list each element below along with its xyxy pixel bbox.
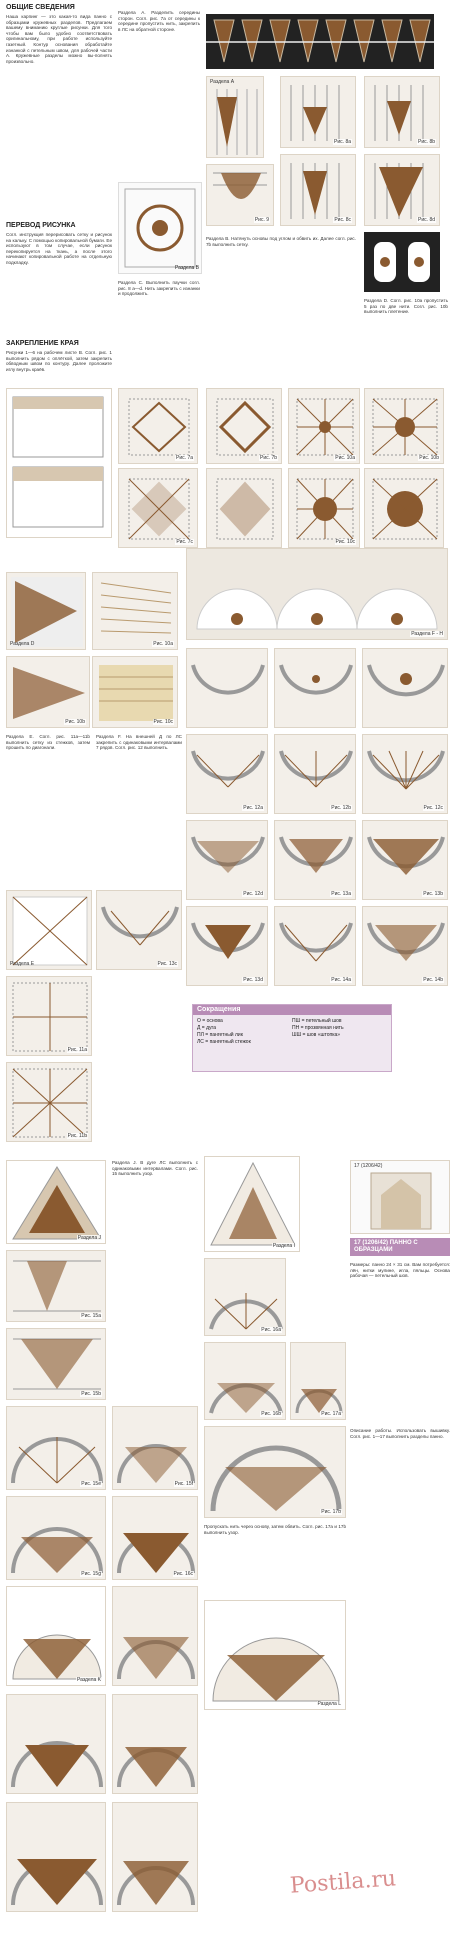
section-e-photo: [6, 890, 92, 970]
fig-11a: [6, 976, 92, 1056]
fig-7a-top-svg: [119, 389, 198, 464]
fig-10c-d: [92, 656, 178, 728]
fig-15e-svg: [7, 1407, 106, 1490]
section-j-label: Раздела J: [77, 1235, 101, 1241]
fig-12b-label: Рис. 12b: [331, 805, 351, 811]
section-j-svg: [7, 1161, 106, 1244]
fig-15g: [6, 1496, 106, 1580]
lace-strip-svg: [206, 14, 434, 69]
col3-text-bottom: Пропускать нить через основу, затем обвить. Согл. рис. 17а и 17b выполнить узор.: [204, 1524, 346, 1535]
fig-16b: [204, 1342, 286, 1420]
fig-12c-svg: [363, 735, 448, 814]
fig-15f: [112, 1406, 198, 1490]
fig-10b-top: [364, 388, 444, 464]
panel-badge: 17 (1206/42): [354, 1163, 383, 1169]
section-d-label: Раздела D: [10, 641, 35, 647]
fig-14a-svg: [275, 907, 356, 986]
section-c-photo: [364, 232, 440, 292]
fig-11a-label: Рис. 11a: [67, 1047, 87, 1053]
watermark: Postila.ru: [289, 1866, 397, 1899]
fig-7c-svg: [119, 469, 198, 548]
abbr-item: ПН = прозвянная нить: [292, 1025, 344, 1031]
fig-9: [206, 164, 274, 226]
abbr-item: ПЛ = пангетный лик: [197, 1032, 243, 1038]
fig-10a-d-svg: [93, 573, 178, 650]
section-i-figure: [204, 1156, 300, 1252]
fig-14a-label: Рис. 14a: [331, 977, 351, 983]
fig-10c-d-label: Рис. 10c: [153, 719, 173, 725]
fig-13a: [274, 820, 356, 900]
fig-8a-svg: [281, 77, 356, 148]
fig-16c-label: Рис. 16c: [173, 1571, 193, 1577]
col1-text-e: Раздела Е. Согл. рис. 11а—11b выполнить сетку из стежков, затем прошить по диагонали.: [6, 734, 90, 751]
col2-text-e: Раздела F. На внешней Д по ЛС закрепить с одинаковыми интервалами 7 рядов. Согл. рис. 12 выполнить.: [96, 734, 182, 751]
section-i-label: Раздела I: [272, 1243, 295, 1249]
fig-12d-svg: [187, 821, 268, 900]
fig-15b-svg: [7, 1329, 106, 1400]
fig-15f-label: Рис. 15f: [174, 1481, 193, 1487]
col2-text-top: Раздела А. Разделить середины сторон. Согл. рис. 7а от середины к середине пропустить нить, закрепить в ЛС на обратной стороне.: [118, 10, 200, 32]
col3-text-mid: Раздела B. Натянуть основы под углом и обвить их. Далее согл. рис. 7b выполнить сетку.: [206, 236, 356, 247]
fig-16c-svg: [113, 1497, 198, 1580]
section-e-svg: [7, 891, 92, 970]
transfer-text: Согл. инструкция перерисовать сетку и рисунок на кальку. С помощью копировальной бумаги. Ее используют в том случае, если рисунок перекопируется на ткань, а после этого начинают копировальной работе на отдельную подкладку.: [6, 232, 112, 265]
fig-8c-svg: [281, 155, 356, 226]
fig-10c-svg: [289, 469, 360, 548]
fig-10a-top-svg: [289, 389, 360, 464]
transfer-section: [6, 222, 112, 266]
fig-17a-svg: [291, 1343, 346, 1420]
edge-text: Рисунки 1—6 на рабочем листе В. Согл. рис. 1 выполнить рядом с оплёткой, затем закрепить обводным швом по контуру. Далее проложите иглу внутрь краёв.: [6, 350, 112, 372]
panel-title: 17 (1206/42) ПАННО С ОБРАЗЦАМИ: [350, 1238, 450, 1256]
fig-7a-top: [118, 388, 198, 464]
section-d-svg: [7, 573, 86, 650]
fig-7b-label: Рис. 7b: [260, 455, 277, 461]
fig-12b: [274, 734, 356, 814]
fig-10b-label: Рис. 10b: [419, 455, 439, 461]
col2-text-j: Раздела J. В дуге ЛС выполнить с одинаковыми интервалами. Согл. рис. 15 выполнить узор.: [112, 1160, 198, 1177]
abbr-item: О = основа: [197, 1018, 223, 1024]
fig-10b-top-svg: [365, 389, 444, 464]
fig-13a-svg: [275, 821, 356, 900]
lace-strip-photo: [206, 14, 434, 69]
fig-17a-label: Рис. 17a: [321, 1411, 341, 1417]
fig-7c: [118, 468, 198, 548]
fig-12d: [186, 820, 268, 900]
abbr-item: ШШ = шов «штопка»: [292, 1032, 341, 1038]
fig-bottom-1: [6, 1694, 106, 1794]
fig-8c-label: Рис. 8c: [334, 217, 351, 223]
fig-15b: [6, 1328, 106, 1400]
fig-16b-svg: [205, 1343, 286, 1420]
general-section: [6, 4, 112, 194]
fig-10a-d-label: Рис. 10a: [153, 641, 173, 647]
fig-7a-label: Рис. 7a: [176, 455, 193, 461]
fig-bottom-3-svg: [7, 1803, 106, 1912]
abbr-item: ПШ = петельный шов: [292, 1018, 342, 1024]
col2-text-mid: Раздела С. Выполнить паучки согл. рис. 8 а—d. Нить закрепить с изнанки и продолжить.: [118, 280, 200, 297]
fig-bottom-2-svg: [113, 1695, 198, 1794]
fig-8c: [280, 154, 356, 226]
fig-16a-svg: [205, 1259, 286, 1336]
fig-15e: [6, 1406, 106, 1490]
fig-13c-svg: [97, 891, 182, 970]
fig-12d-label: Рис. 12d: [243, 891, 263, 897]
fig-13c: [96, 890, 182, 970]
fig-10a-top: [288, 388, 360, 464]
fig-16c: [112, 1496, 198, 1580]
fig-12-arc2: [274, 648, 356, 728]
fig-10a-label: Рис. 10a: [335, 455, 355, 461]
fig-17b: [204, 1426, 346, 1518]
panel-svg: [351, 1161, 450, 1234]
fig-8d-svg: [365, 155, 440, 226]
fig-15a-svg: [7, 1251, 106, 1322]
fig-14a: [274, 906, 356, 986]
col4-text-mid: Раздела D. Согл. рис. 10а пропустить 5 раз по две нити. Согл. рис. 10b выполнить плетение.: [364, 298, 448, 315]
fig-15e-label: Рис. 15e: [81, 1481, 101, 1487]
section-b-label: Раздела В: [174, 265, 199, 271]
fig-12-arc1-svg: [187, 649, 268, 728]
fig-8b-label: Рис. 8b: [418, 139, 435, 145]
fig-11b-svg: [7, 1063, 92, 1142]
section-d-photo: [6, 572, 86, 650]
transfer-title: ПЕРЕВОД РИСУНКА: [6, 222, 76, 229]
fig-13c-label: Рис. 13c: [157, 961, 177, 967]
fig-8d: [364, 154, 440, 226]
section-c-svg: [364, 232, 440, 292]
fig-11b: [6, 1062, 92, 1142]
fig-12c-label: Рис. 12c: [423, 805, 443, 811]
fig-10c-label: Рис. 10c: [335, 539, 355, 545]
fig-10c-2: [364, 468, 444, 548]
section-b-svg: [119, 183, 201, 273]
fig-12-arc3: [362, 648, 448, 728]
fig-15a: [6, 1250, 106, 1322]
fig-8d-label: Рис. 8d: [418, 217, 435, 223]
section-l-label: Раздела L: [317, 1701, 341, 1707]
fig-7c-2-svg: [207, 469, 282, 548]
fig-10c: [288, 468, 360, 548]
fig-15g-svg: [7, 1497, 106, 1580]
fig-8a: [280, 76, 356, 148]
fig-9-label: Рис. 9: [254, 217, 269, 223]
edge-title: ЗАКРЕПЛЕНИЕ КРАЯ: [6, 340, 79, 347]
fig-16b-label: Рис. 16b: [261, 1411, 281, 1417]
section-k-svg: [7, 1587, 106, 1686]
fig-bottom-1-svg: [7, 1695, 106, 1794]
abbr-item: ЛС = пангетный стежок: [197, 1039, 251, 1045]
section-k-label: Раздела K: [76, 1677, 101, 1683]
fig-8b: [364, 76, 440, 148]
col4-text-k: Размеры: панно 24 × 31 см. Вам потребуется: лён, нитки мулине, игла, пяльцы. Основа рабочая — петельный шов.: [350, 1262, 450, 1279]
fig-16-bottom: [112, 1586, 198, 1686]
fig-bottom-4: [112, 1802, 198, 1912]
fig-12a: [186, 734, 268, 814]
section-b-photo: [118, 182, 202, 274]
section-j-figure: [6, 1160, 106, 1244]
fig-12b-svg: [275, 735, 356, 814]
fig-7c-label: Рис. 7c: [176, 539, 193, 545]
fig-16a: [204, 1258, 286, 1336]
fig-bottom-4-svg: [113, 1803, 198, 1912]
section-fh-svg: [187, 549, 448, 640]
fig-7b-top-svg: [207, 389, 282, 464]
fig-15a-label: Рис. 15a: [81, 1313, 101, 1319]
fig-14b-svg: [363, 907, 448, 986]
fig-13d-svg: [187, 907, 268, 986]
fig-17b-svg: [205, 1427, 346, 1518]
edge-section: [6, 340, 112, 372]
fig-13b-label: Рис. 13b: [423, 891, 443, 897]
fig-10a-d: [92, 572, 178, 650]
fig-12-arc1: [186, 648, 268, 728]
fig-13b: [362, 820, 448, 900]
section-a-svg: [207, 77, 264, 158]
section-a-figure: [206, 76, 264, 158]
fig-13d: [186, 906, 268, 986]
section-k-figure: [6, 1586, 106, 1686]
section-fh-label: Раздела F - H: [411, 631, 443, 637]
fig-11a-svg: [7, 977, 92, 1056]
fig-14b-label: Рис. 14b: [423, 977, 443, 983]
section-e-label: Раздела E: [10, 961, 35, 967]
general-title: ОБЩИЕ СВЕДЕНИЯ: [6, 4, 75, 11]
fig-17b-label: Рис. 17b: [321, 1509, 341, 1515]
fig-16-bottom-svg: [113, 1587, 198, 1686]
fig-12a-svg: [187, 735, 268, 814]
abbreviations-title: Сокращения: [193, 1005, 391, 1015]
abbreviations-box: [192, 1004, 392, 1072]
section-l-svg: [205, 1601, 346, 1710]
fig-8a-label: Рис. 8а: [334, 139, 351, 145]
fig-bottom-3: [6, 1802, 106, 1912]
fig-14b: [362, 906, 448, 986]
fig-13a-label: Рис. 13a: [331, 891, 351, 897]
fig-11b-label: Рис. 11b: [67, 1133, 87, 1139]
fig-13d-label: Рис. 13d: [243, 977, 263, 983]
fig-10b-d-label: Рис. 10b: [65, 719, 85, 725]
fig-12a-label: Рис. 12a: [243, 805, 263, 811]
panel-photo: [350, 1160, 450, 1234]
col4-text-bottom: Описание работы. Использовать вышивку. Согл. рис. 1—17 выполнить разделы панно.: [350, 1428, 450, 1439]
fig-10c-d-svg: [93, 657, 178, 728]
fig-bottom-2: [112, 1694, 198, 1794]
fig-13b-svg: [363, 821, 448, 900]
fig-16a-label: Рис. 16a: [261, 1327, 281, 1333]
fig-12c: [362, 734, 448, 814]
section-fh-photo: [186, 548, 448, 640]
edge-figures-svg: [7, 389, 112, 538]
section-l-figure: [204, 1600, 346, 1710]
section-i-svg: [205, 1157, 300, 1252]
fig-7c-2: [206, 468, 282, 548]
fig-12-arc2-svg: [275, 649, 356, 728]
fig-12-arc3-svg: [363, 649, 448, 728]
fig-7b-top: [206, 388, 282, 464]
abbr-item: Д = дуга: [197, 1025, 216, 1031]
fig-15b-label: Рис. 15b: [81, 1391, 101, 1397]
general-text: Наша карпинг — это какая-то вида панно с образцами кружевных разделов. Предлагаем вашему вниманию круглые рисунки. Для того чтобы вам было удобно соответствовать оригинальному, при работе используйте газетный. Контур основания обработайте изнанкой с петельным швом, для рабочей части А. Кружевные разделы можно вы-полнять произвольно.: [6, 14, 112, 64]
fig-10b-d-svg: [7, 657, 90, 728]
fig-15f-svg: [113, 1407, 198, 1490]
fig-17a: [290, 1342, 346, 1420]
fig-8b-svg: [365, 77, 440, 148]
edge-figures: [6, 388, 112, 538]
fig-10c-2-svg: [365, 469, 444, 548]
fig-15g-label: Рис. 15g: [81, 1571, 101, 1577]
section-a-label: Раздела А: [210, 79, 235, 85]
fig-10b-d: [6, 656, 90, 728]
